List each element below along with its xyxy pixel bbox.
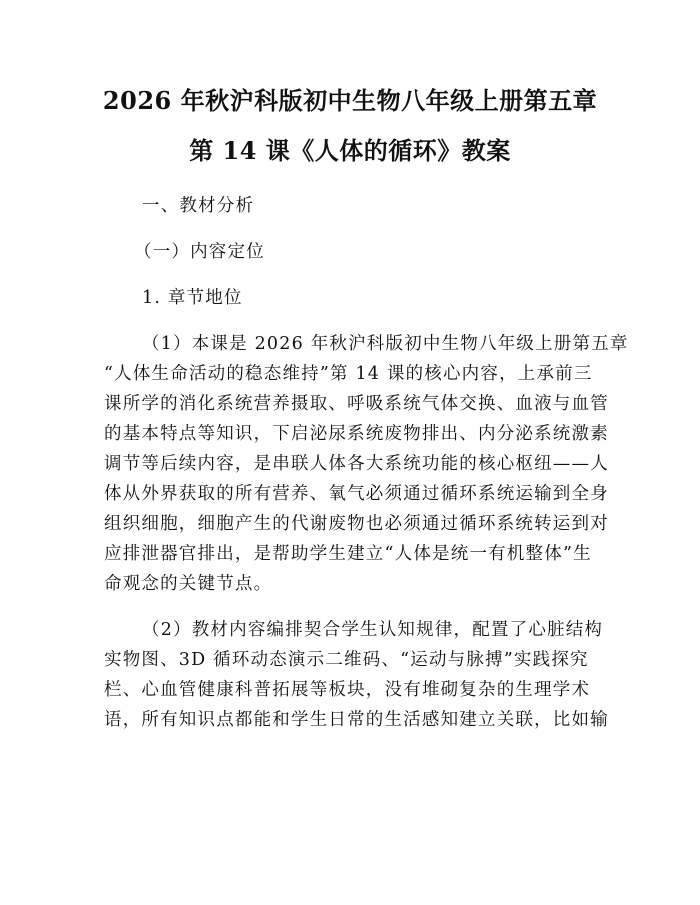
paragraph-line: 语，所有知识点都能和学生日常的生活感知建立关联，比如输 bbox=[104, 710, 609, 730]
paragraph-line: 课所学的消化系统营养摄取、呼吸系统气体交换、血液与血管 bbox=[104, 394, 609, 414]
paragraph-line: “人体生命活动的稳态维持”第 14 课的核心内容，上承前三 bbox=[104, 364, 593, 384]
paragraph-line: 调节等后续内容，是串联人体各大系统功能的核心枢纽——人 bbox=[104, 454, 609, 474]
paragraph-line: （2）教材内容编排契合学生认知规律，配置了心脏结构 bbox=[142, 620, 604, 640]
paragraph-line: 的基本特点等知识，下启泌尿系统废物排出、内分泌系统激素 bbox=[104, 424, 609, 444]
paragraph-line: 实物图、3D 循环动态演示二维码、“运动与脉搏”实践探究 bbox=[104, 650, 589, 670]
document-title-line-1: 2026 年秋沪科版初中生物八年级上册第五章 bbox=[102, 86, 598, 115]
paragraph-line: 栏、心血管健康科普拓展等板块，没有堆砌复杂的生理学术 bbox=[104, 680, 591, 700]
section-heading: 一、教材分析 bbox=[142, 196, 255, 216]
subsection-heading: （一）内容定位 bbox=[134, 242, 265, 262]
paragraph-line: 组织细胞，细胞产生的代谢废物也必须通过循环系统转运到对 bbox=[104, 514, 609, 534]
paragraph-line: 命观念的关键节点。 bbox=[104, 574, 273, 594]
paragraph-line: （1）本课是 2026 年秋沪科版初中生物八年级上册第五章 bbox=[142, 334, 629, 354]
sub-subsection-heading: 1. 章节地位 bbox=[142, 288, 243, 308]
paragraph-line: 体从外界获取的所有营养、氧气必须通过循环系统运输到全身 bbox=[104, 484, 609, 504]
paragraph-line: 应排泄器官排出，是帮助学生建立“人体是统一有机整体”生 bbox=[104, 544, 592, 564]
document-title-line-2: 第 14 课《人体的循环》教案 bbox=[189, 136, 511, 165]
